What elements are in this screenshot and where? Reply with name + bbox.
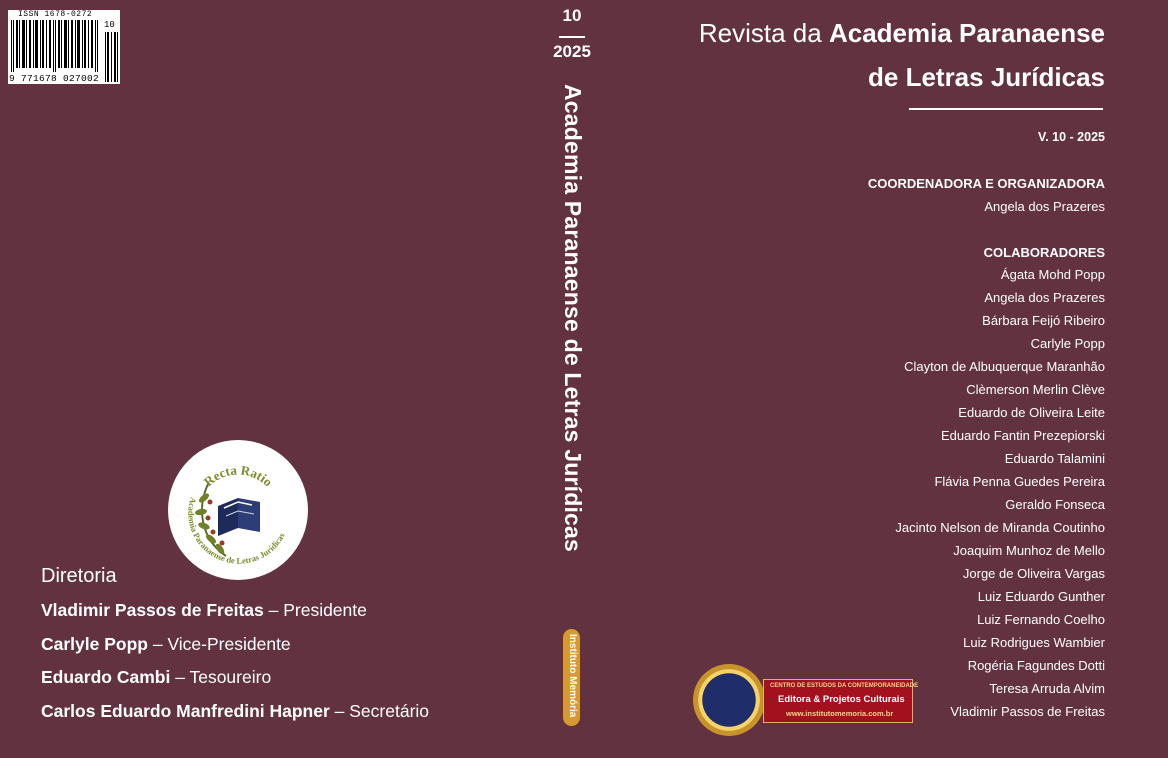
spine-year: 2025 xyxy=(553,42,591,61)
member-name: Carlyle Popp xyxy=(41,634,148,654)
publisher-banner xyxy=(763,679,919,723)
academy-seal-logo xyxy=(168,440,308,580)
member-name: Carlos Eduardo Manfredini Hapner xyxy=(41,701,330,721)
volume-label: V. 10 - 2025 xyxy=(1038,130,1105,144)
spine-publisher-badge xyxy=(563,629,580,726)
collaborator-item: Bárbara Feijó Ribeiro xyxy=(982,313,1105,328)
collaborators-heading: COLABORADORES xyxy=(983,245,1105,260)
publisher-line1: CENTRO DE ESTUDOS DA CONTEMPORANEIDADE xyxy=(770,683,919,689)
member-role: – Secretário xyxy=(329,701,430,721)
collaborator-item: Carlyle Popp xyxy=(1030,336,1105,351)
publisher-url: www.institutomemoria.com.br xyxy=(786,709,894,718)
collaborator-item: Eduardo Talamini xyxy=(1004,451,1105,466)
title-divider xyxy=(909,108,1103,110)
journal-title-bold: Academia Paranaense xyxy=(828,18,1105,48)
collaborator-item: Luiz Rodrigues Wambier xyxy=(963,635,1105,650)
barcode-bars xyxy=(11,20,101,72)
collaborator-item: Geraldo Fonseca xyxy=(1005,497,1105,512)
collaborator-item: Ágata Mohd Popp xyxy=(1000,267,1105,282)
collaborators-list xyxy=(895,267,1105,727)
collaborator-item: Angela dos Prazeres xyxy=(984,290,1105,305)
collaborator-item: Vladimir Passos de Freitas xyxy=(950,704,1105,719)
publisher-logo xyxy=(693,664,919,736)
collaborator-item: Jacinto Nelson de Miranda Coutinho xyxy=(895,520,1105,535)
issn-barcode xyxy=(8,10,120,84)
spine-title: Academia Paranaense de Letras Jurídicas xyxy=(560,84,586,553)
directory-member xyxy=(41,634,291,655)
collaborator-item: Eduardo Fantin Prezepiorski xyxy=(940,428,1105,443)
academy-seal-graphic xyxy=(168,440,308,580)
barcode-digits: 9 771678 027002 xyxy=(9,73,100,84)
journal-title-line1 xyxy=(699,18,1105,49)
collaborator-item: Jorge de Oliveira Vargas xyxy=(962,566,1105,581)
collaborator-item: Teresa Arruda Alvim xyxy=(989,681,1105,696)
publisher-line2: Editora & Projetos Culturais xyxy=(778,694,905,705)
member-name: Vladimir Passos de Freitas xyxy=(41,600,264,620)
spine-divider xyxy=(559,36,585,38)
member-name: Eduardo Cambi xyxy=(41,667,171,687)
directory-member xyxy=(41,600,367,621)
directory-title: Diretoria xyxy=(41,565,117,587)
journal-title-line2: de Letras Jurídicas xyxy=(868,62,1105,92)
barcode-addon: 10 xyxy=(104,20,115,30)
collaborator-item: Clèmerson Merlin Clève xyxy=(966,382,1105,397)
directory-member xyxy=(41,667,271,688)
collaborator-item: Luiz Eduardo Gunther xyxy=(977,589,1105,604)
collaborator-item: Joaquim Munhoz de Mello xyxy=(953,543,1105,558)
collaborator-item: Flávia Penna Guedes Pereira xyxy=(934,474,1105,489)
journal-title-prefix: Revista da xyxy=(698,18,829,48)
svg-text:Recta Ratio: Recta Ratio xyxy=(200,462,276,490)
collaborator-item: Luiz Fernando Coelho xyxy=(977,612,1105,627)
publisher-medal-icon xyxy=(693,664,765,736)
collaborator-item: Eduardo de Oliveira Leite xyxy=(958,405,1105,420)
member-role: – Vice-Presidente xyxy=(147,634,291,654)
directory-member xyxy=(41,701,429,722)
collaborator-item: Rogéria Fagundes Dotti xyxy=(967,658,1105,673)
member-role: – Presidente xyxy=(263,600,367,620)
spine-volume-number: 10 xyxy=(562,6,582,25)
coordinator-heading: COORDENADORA E ORGANIZADORA xyxy=(867,176,1105,191)
spine-publisher-label: Instituto Memória xyxy=(567,634,578,718)
member-role: – Tesoureiro xyxy=(170,667,272,687)
svg-text:Academia Paranaense de Letras: Academia Paranaense de Letras Jurídicas xyxy=(186,496,287,566)
issn-label: ISSN 1678-0272 xyxy=(18,10,93,19)
collaborator-item: Clayton de Albuquerque Maranhão xyxy=(904,359,1105,374)
barcode-addon-bars xyxy=(105,32,119,82)
coordinator-name: Angela dos Prazeres xyxy=(984,199,1105,214)
